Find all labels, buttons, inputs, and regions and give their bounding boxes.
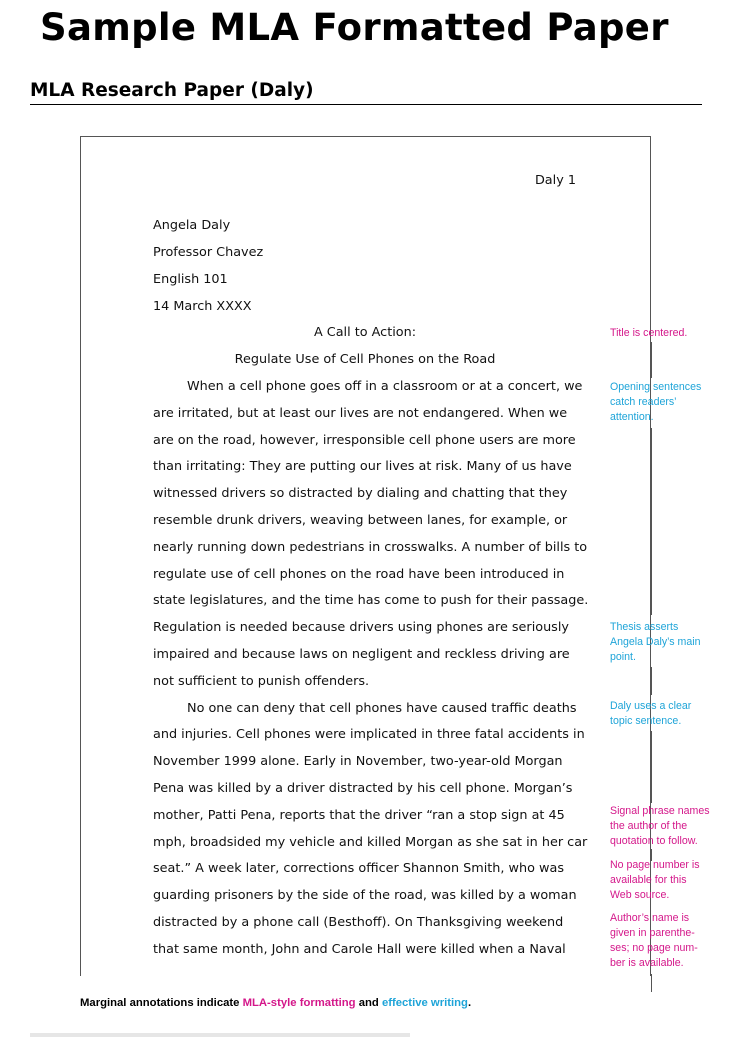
footer-note [80,997,471,1009]
annotation-topic-sentence [610,699,691,729]
page-title: Sample MLA Formatted Paper [40,6,669,49]
annotation-line: Signal phrase names [610,805,710,817]
paper-body-line: seat.” A week later, corrections officer Shannon Smith, who was [153,861,564,877]
annotation-line: Web source. [610,889,670,901]
paper-body-line: mother, Patti Pena, reports that the driver “ran a stop sign at 45 [153,807,565,823]
paper-body-line: November 1999 alone. Early in November, two-year-old Morgan [153,754,563,770]
paper-page [80,136,651,976]
heading-name: Angela Daly [153,218,231,233]
annotation-no-page-number [610,858,700,903]
heading-date: 14 March XXXX [153,299,252,314]
paper-body-line: that same month, John and Carole Hall were killed when a Naval [153,941,566,957]
paper-title-line: A Call to Action: [313,325,417,340]
paper-body-line: resemble drunk drivers, weaving between lanes, for example, or [153,513,568,528]
annotation-line: available for this [610,874,687,886]
paper-body-line: than irritating: They are putting our lives at risk. Many of us have [153,459,572,475]
paper-body-line: distracted by a phone call (Besthoff). On Thanksgiving weekend [153,915,564,930]
annotation-connector [651,974,652,992]
annotation-connector [651,731,652,803]
footer-effective-writing: effective writing [381,997,468,1009]
paper-body-line: When a cell phone goes off in a classroom or at a concert, we [187,379,583,394]
title-rule [30,104,702,105]
annotation-line: Author’s name is [610,912,690,924]
paper-body-line: state legislatures, and the time has come to push for their passage. [153,593,589,609]
paper-body-line: witnessed drivers so distracted by dialing and chatting that they [153,486,568,502]
annotation-line: the author of the [610,820,688,832]
footer-mla-formatting: MLA-style formatting [242,997,356,1009]
paper-body-line: nearly running down pedestrians in crosswalks. A number of bills to [153,539,588,555]
annotation-signal-phrase [610,804,710,849]
paper-body-line: and injuries. Cell phones were implicated in three fatal accidents in [153,727,585,743]
annotation-line: attention. [610,411,654,423]
annotation-line: Angela Daly’s main [610,636,701,648]
paper-body-line: are on the road, however, irresponsible cell phone users are more [153,432,576,448]
annotation-author-name [610,911,698,971]
annotation-line: ber is available. [610,957,684,969]
paper-title-line: Regulate Use of Cell Phones on the Road [234,352,496,367]
paper-body-line: are irritated, but at least our lives are not endangered. When we [153,405,568,421]
annotation-line: Thesis asserts [610,621,679,633]
annotation-title-centered [610,326,687,341]
paper-body-line: Pena was killed by a driver distracted by his cell phone. Morgan’s [153,781,573,796]
paper-body-line: mph, broadsided my vehicle and killed Morgan as she sat in her car [153,834,588,850]
annotation-line: Title is centered. [610,327,688,339]
footer-suffix: . [467,997,472,1009]
running-head: Daly 1 [534,173,576,188]
footer-faint-text [30,1033,410,1037]
paper-body-line: regulate use of cell phones on the road have been introduced in [153,566,565,582]
paper-body-line: No one can deny that cell phones have caused traffic deaths [187,700,577,716]
paper-body-line: not sufficient to punish offenders. [153,673,370,689]
annotation-line: Opening sentences [610,381,702,393]
annotation-line: quotation to follow. [610,835,698,847]
annotation-line: point. [610,651,636,663]
annotation-line: Daly uses a clear [610,700,692,712]
paper-body-line: guarding prisoners by the side of the road, was killed by a woman [153,888,577,904]
annotation-line: catch readers’ [610,396,677,408]
annotation-opening [610,380,701,425]
annotation-line: topic sentence. [610,715,682,727]
heading-professor: Professor Chavez [153,245,264,260]
paper-body-line: Regulation is needed because drivers using phones are seriously [153,620,569,636]
annotation-line: No page number is [610,859,700,871]
annotation-connector [651,428,652,615]
annotation-thesis [610,620,701,665]
heading-course: English 101 [153,272,228,287]
footer-prefix: Marginal annotations indicate [80,997,243,1009]
annotation-connector [651,667,652,695]
section-subtitle: MLA Research Paper (Daly) [30,80,314,101]
annotation-line: given in parenthe- [610,927,695,939]
paper-body-line: impaired and because laws on negligent and reckless driving are [153,647,570,662]
annotation-line: ses; no page num- [610,942,698,954]
footer-middle: and [355,997,382,1009]
annotation-connector [651,342,652,378]
